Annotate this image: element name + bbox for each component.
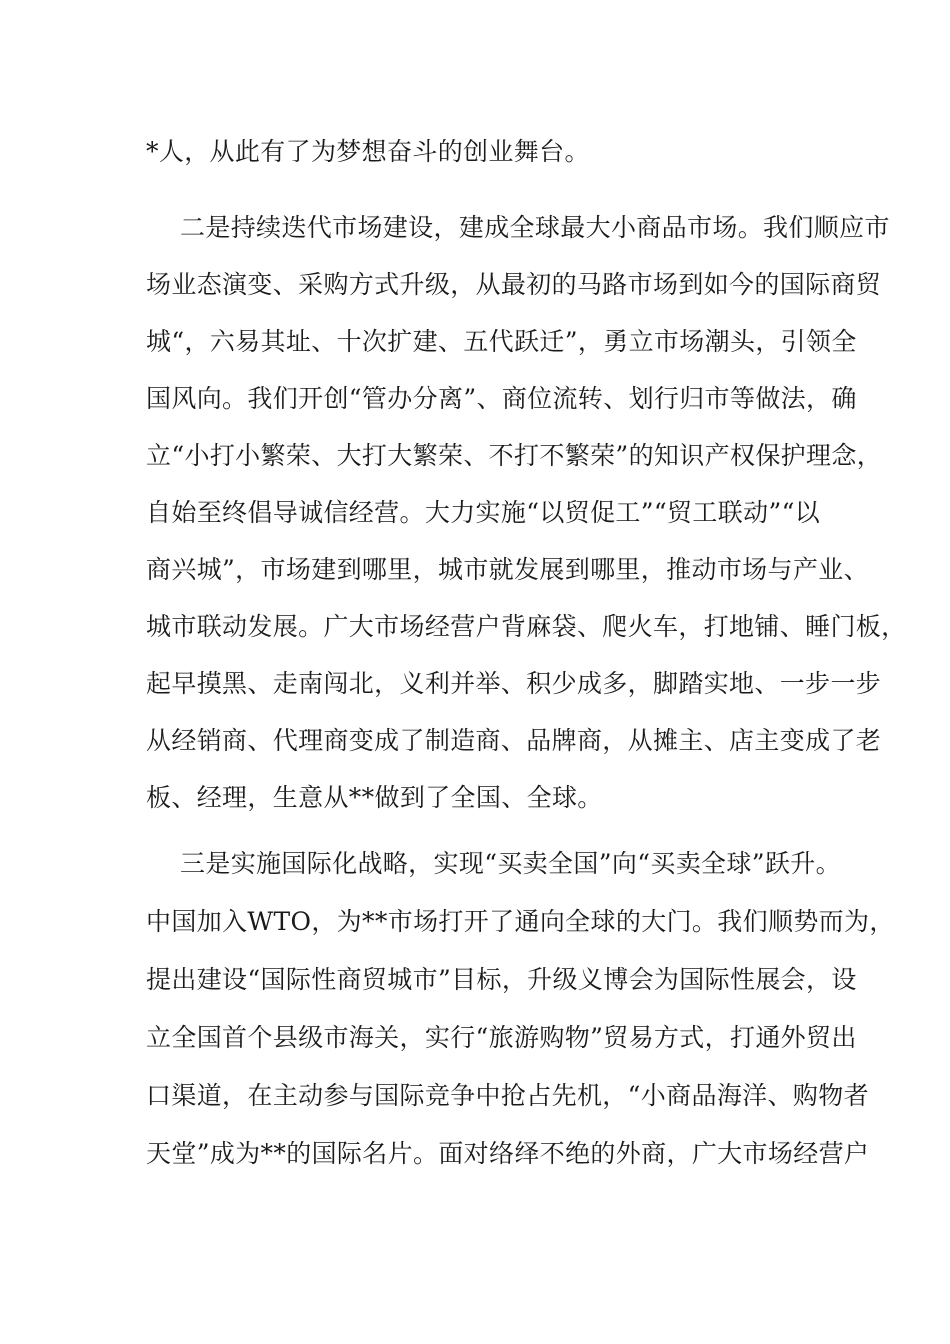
text-line: *人，从此有了为梦想奋斗的创业舞台。 bbox=[146, 137, 590, 166]
text-line: 自始至终倡导诚信经营。大力实施“以贸促工”“贸工联动”“以 bbox=[146, 498, 821, 527]
text-line: 中国加入WTO，为**市场打开了通向全球的大门。我们顺势而为， bbox=[146, 907, 895, 936]
text-line: 板、经理，生意从**做到了全国、全球。 bbox=[146, 783, 603, 812]
text-line: 三是实施国际化战略，实现“买卖全国”向“买卖全球”跃升。 bbox=[180, 849, 841, 878]
text-line: 城“，六易其址、十次扩建、五代跃迁”，勇立市场潮头，引领全 bbox=[146, 327, 857, 356]
text-line: 商兴城”，市场建到哪里，城市就发展到哪里，推动市场与产业、 bbox=[146, 555, 869, 584]
text-line: 天堂”成为**的国际名片。面对络绎不绝的外商，广大市场经营户 bbox=[146, 1139, 870, 1168]
text-line: 城市联动发展。广大市场经营户背麻袋、爬火车，打地铺、睡门板， bbox=[146, 612, 907, 641]
text-line: 口渠道，在主动参与国际竞争中抢占先机，“小商品海洋、购物者 bbox=[146, 1081, 869, 1110]
text-line: 场业态演变、采购方式升级，从最初的马路市场到如今的国际商贸 bbox=[146, 270, 882, 299]
text-line: 从经销商、代理商变成了制造商、品牌商，从摊主、店主变成了老 bbox=[146, 726, 882, 755]
text-line: 国风向。我们开创“管办分离”、商位流转、划行归市等做法，确 bbox=[146, 384, 857, 413]
text-line: 立“小打小繁荣、大打大繁荣、不打不繁荣”的知识产权保护理念， bbox=[146, 441, 883, 470]
text-line: 二是持续迭代市场建设，建成全球最大小商品市场。我们顺应市 bbox=[180, 213, 890, 242]
text-line: 起早摸黑、走南闯北，义利并举、积少成多，脚踏实地、一步一步 bbox=[146, 669, 882, 698]
text-line: 立全国首个县级市海关，实行“旅游购物”贸易方式，打通外贸出 bbox=[146, 1023, 857, 1052]
text-line: 提出建设“国际性商贸城市”目标，升级义博会为国际性展会，设 bbox=[146, 965, 857, 994]
